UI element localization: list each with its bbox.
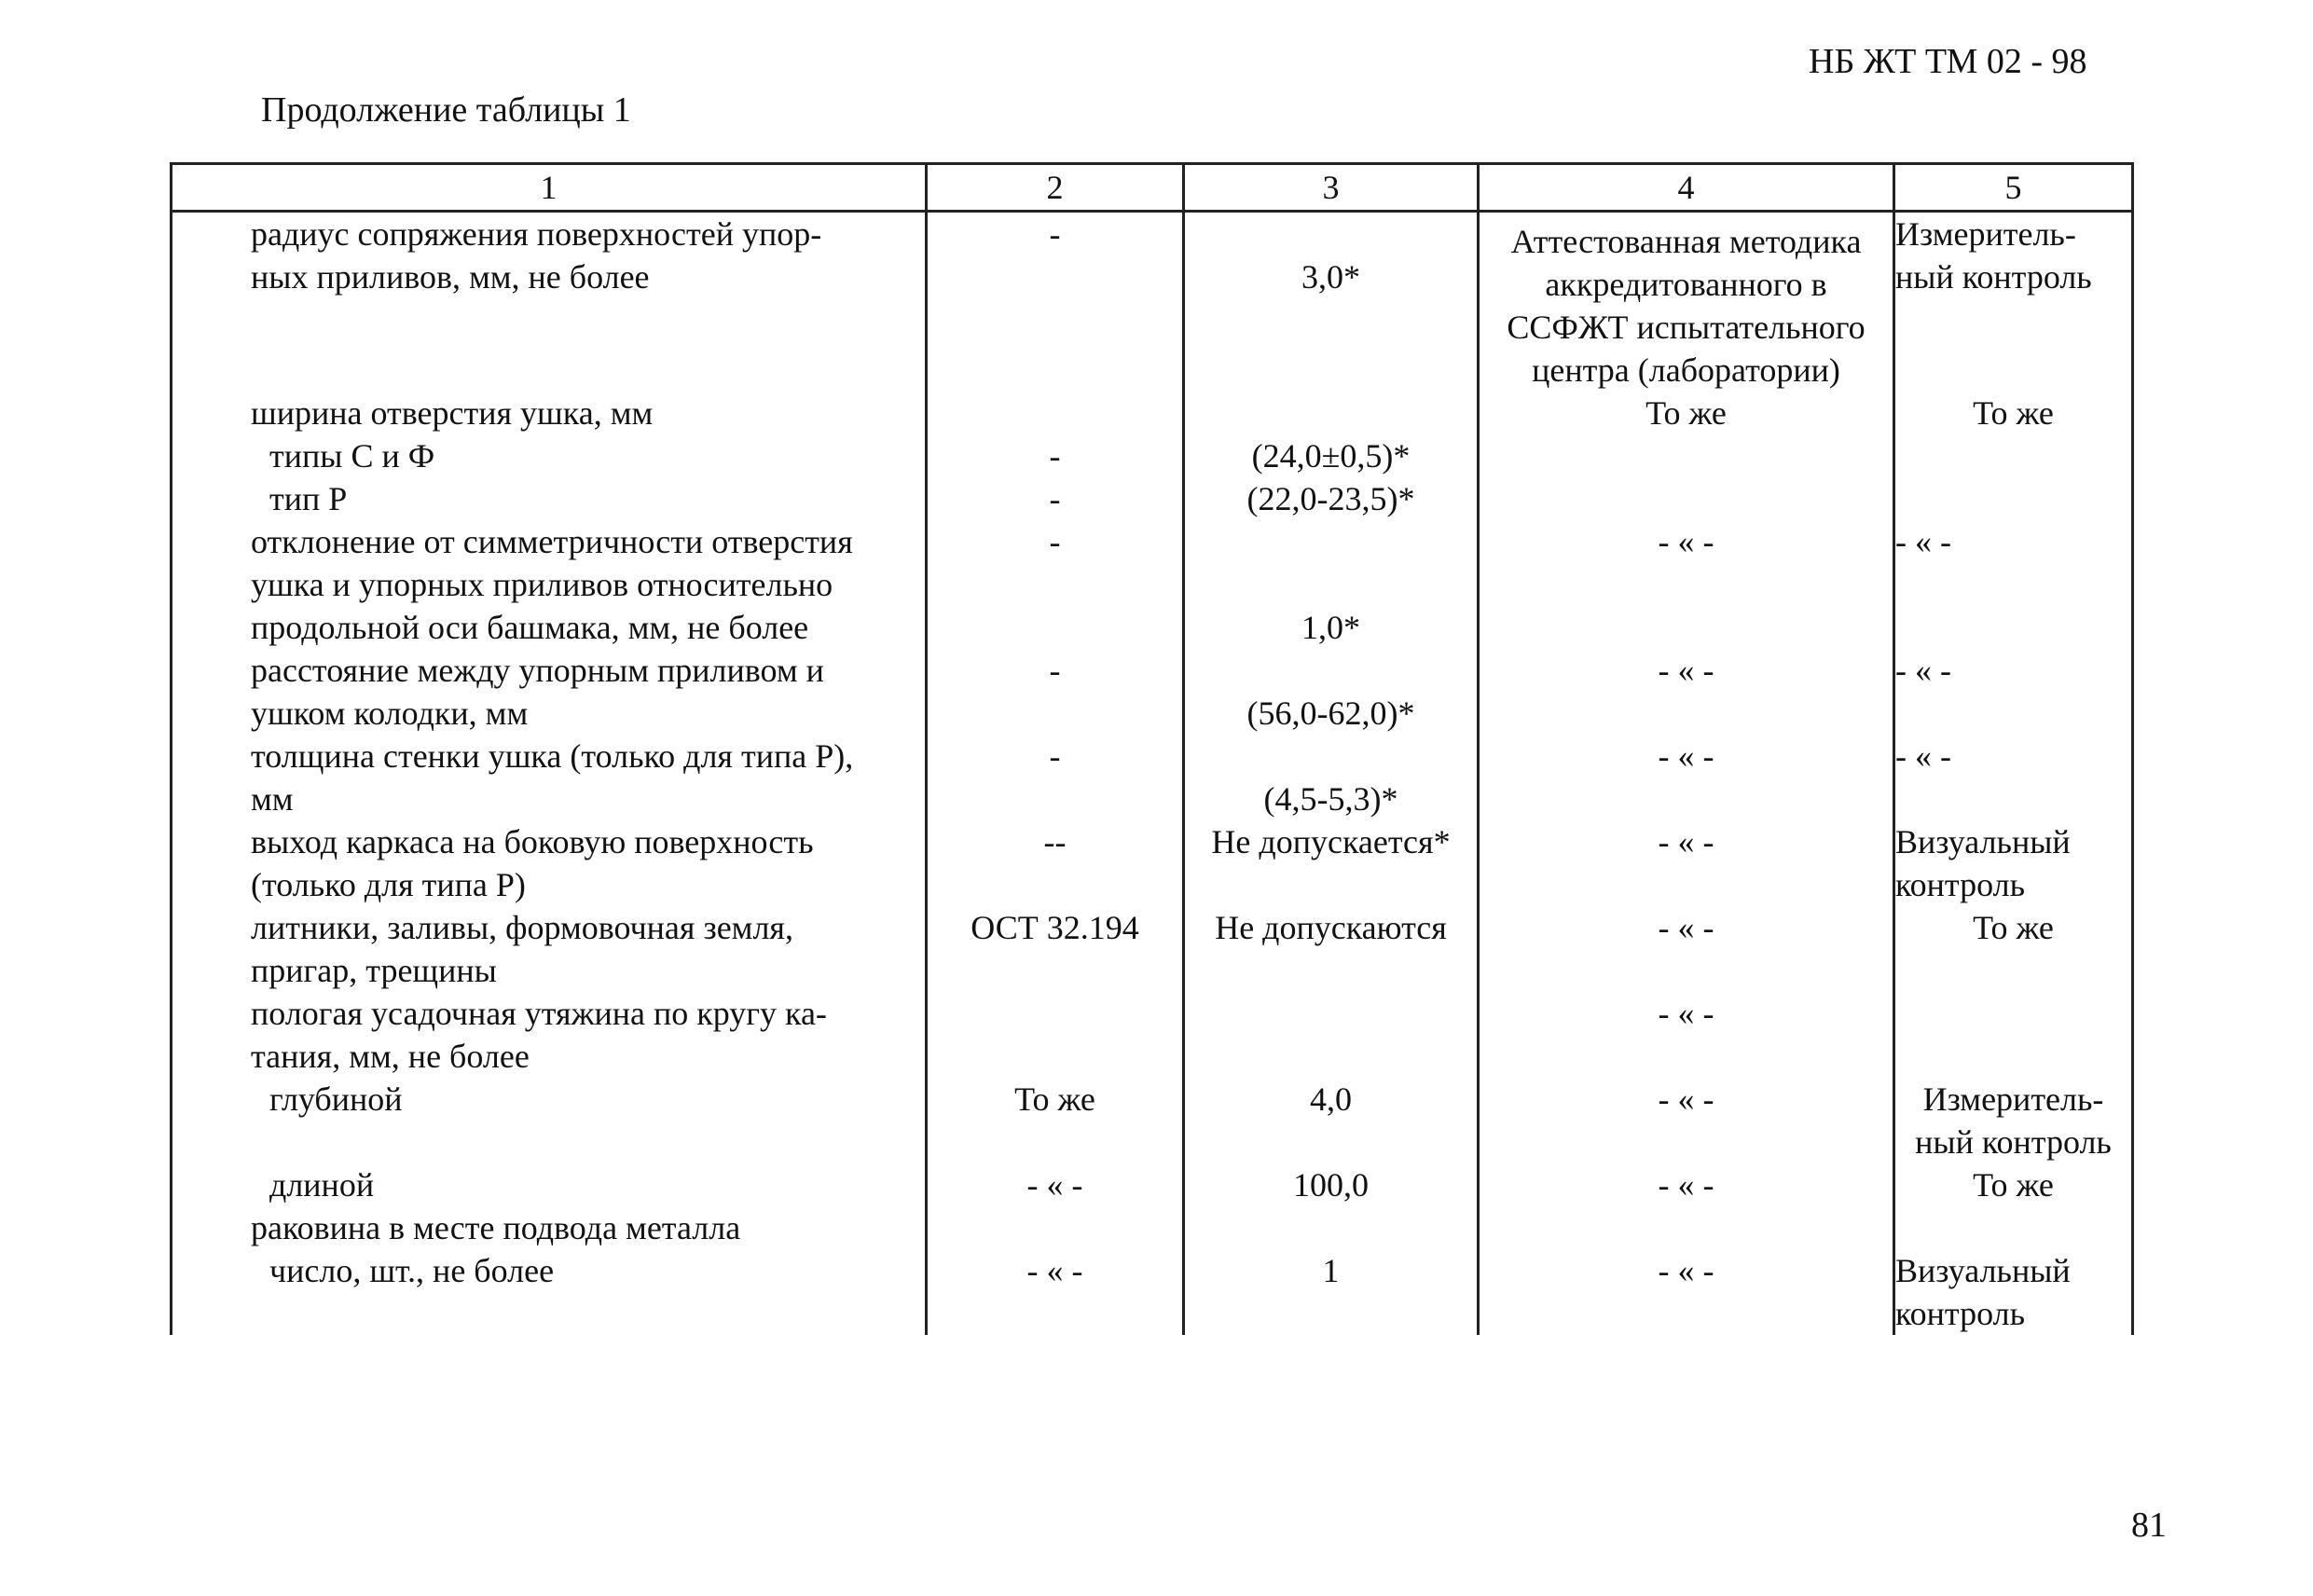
table-cell	[1894, 1206, 2133, 1249]
table-row	[172, 392, 2133, 434]
table-cell	[1184, 992, 1479, 1078]
table-header-row	[172, 164, 2133, 212]
table-cell: - « -	[1479, 649, 1894, 735]
table-cell: Не допускается*	[1184, 820, 1479, 906]
table-cell: -	[927, 520, 1184, 649]
table-cell: -	[927, 212, 1184, 392]
table-cell: - « -	[1479, 906, 1894, 992]
table-cell: - « -	[1479, 1078, 1894, 1163]
table-row	[172, 434, 2133, 477]
table-row	[172, 992, 2133, 1078]
table-cell: -	[927, 477, 1184, 520]
table-cell: число, шт., не более	[172, 1249, 927, 1335]
specification-table	[170, 162, 2131, 1335]
table-row	[172, 1078, 2133, 1163]
table-row	[172, 735, 2133, 820]
table-cell: (24,0±0,5)*	[1184, 434, 1479, 477]
table-cell	[1894, 477, 2133, 520]
table-cell: -	[927, 434, 1184, 477]
table-cell: -	[927, 735, 1184, 820]
table-row	[172, 906, 2133, 992]
table-cell: - « -	[927, 1163, 1184, 1206]
table-cell	[927, 392, 1184, 434]
table-cell	[1184, 392, 1479, 434]
table-cell: Измеритель- ный контроль	[1894, 1078, 2133, 1163]
table-cell: Не допускаются	[1184, 906, 1479, 992]
table-cell: - « -	[1479, 1163, 1894, 1206]
table-row	[172, 820, 2133, 906]
table-cell: глубиной	[172, 1078, 927, 1163]
column-header: 5	[1894, 164, 2133, 212]
table-cell: --	[927, 820, 1184, 906]
table-cell	[1479, 1206, 1894, 1249]
table-cell: отклонение от симметричности отверстия ушка и упорных приливов относительно продольной оси башмака, мм, не более	[172, 520, 927, 649]
table-cell: То же	[1479, 392, 1894, 434]
table-cell: То же	[1894, 1163, 2133, 1206]
table-cell: - « -	[1479, 735, 1894, 820]
table-cell: 3,0*	[1184, 212, 1479, 392]
table-row	[172, 649, 2133, 735]
column-header: 1	[172, 164, 927, 212]
table-cell: (22,0-23,5)*	[1184, 477, 1479, 520]
table-cell: То же	[1894, 906, 2133, 992]
column-header: 3	[1184, 164, 1479, 212]
table-cell: (4,5-5,3)*	[1184, 735, 1479, 820]
table-row	[172, 477, 2133, 520]
table-cell: ОСТ 32.194	[927, 906, 1184, 992]
table-cell: 1,0*	[1184, 520, 1479, 649]
table-cell: 1	[1184, 1249, 1479, 1335]
table-cell: толщина стенки ушка (только для типа Р), мм	[172, 735, 927, 820]
table-cell: тип Р	[172, 477, 927, 520]
table-row	[172, 1206, 2133, 1249]
table-cell: радиус сопряжения поверхностей упор- ных приливов, мм, не более	[172, 212, 927, 392]
table-cell: - « -	[1479, 1249, 1894, 1335]
table-cell: - « -	[1894, 520, 2133, 649]
table-cell: ширина отверстия ушка, мм	[172, 392, 927, 434]
table-row	[172, 212, 2133, 392]
table-cell: Измеритель- ный контроль	[1894, 212, 2133, 392]
table-cell: - « -	[1479, 992, 1894, 1078]
table-cell: -	[927, 649, 1184, 735]
column-header: 2	[927, 164, 1184, 212]
table-cell: - « -	[1479, 820, 1894, 906]
table-cell	[1894, 434, 2133, 477]
table-row	[172, 1163, 2133, 1206]
table-cell: пологая усадочная утяжина по кругу ка- тания, мм, не более	[172, 992, 927, 1078]
table-cell: Аттестованная методика аккредитованного в ССФЖТ испытательного центра (лаборатории)	[1479, 212, 1894, 392]
table-cell: - « -	[1894, 649, 2133, 735]
table-cell	[927, 992, 1184, 1078]
table-cell	[1184, 1206, 1479, 1249]
table-cell	[1894, 992, 2133, 1078]
table-cell	[1479, 477, 1894, 520]
table-cell: То же	[1894, 392, 2133, 434]
document-code: НБ ЖТ ТМ 02 - 98	[1809, 42, 2087, 81]
table-cell: - « -	[1894, 735, 2133, 820]
table-cell: типы С и Ф	[172, 434, 927, 477]
table-cell: - « -	[927, 1249, 1184, 1335]
table-cell: длиной	[172, 1163, 927, 1206]
table-cell: 100,0	[1184, 1163, 1479, 1206]
table-cell: литники, заливы, формовочная земля, пригар, трещины	[172, 906, 927, 992]
table-cell: выход каркаса на боковую поверхность (только для типа Р)	[172, 820, 927, 906]
page-number: 81	[2131, 1506, 2167, 1545]
table-cell	[1479, 434, 1894, 477]
table-row	[172, 1249, 2133, 1335]
table-cell: (56,0-62,0)*	[1184, 649, 1479, 735]
table-cell: расстояние между упорным приливом и ушком колодки, мм	[172, 649, 927, 735]
table-cell: То же	[927, 1078, 1184, 1163]
table-cell: Визуальный контроль	[1894, 1249, 2133, 1335]
table-cell: Визуальный контроль	[1894, 820, 2133, 906]
table-row	[172, 520, 2133, 649]
table-cell: - « -	[1479, 520, 1894, 649]
table-cell: 4,0	[1184, 1078, 1479, 1163]
table-continuation-caption: Продолжение таблицы 1	[261, 90, 631, 130]
table-cell	[927, 1206, 1184, 1249]
table-cell: раковина в месте подвода металла	[172, 1206, 927, 1249]
column-header: 4	[1479, 164, 1894, 212]
